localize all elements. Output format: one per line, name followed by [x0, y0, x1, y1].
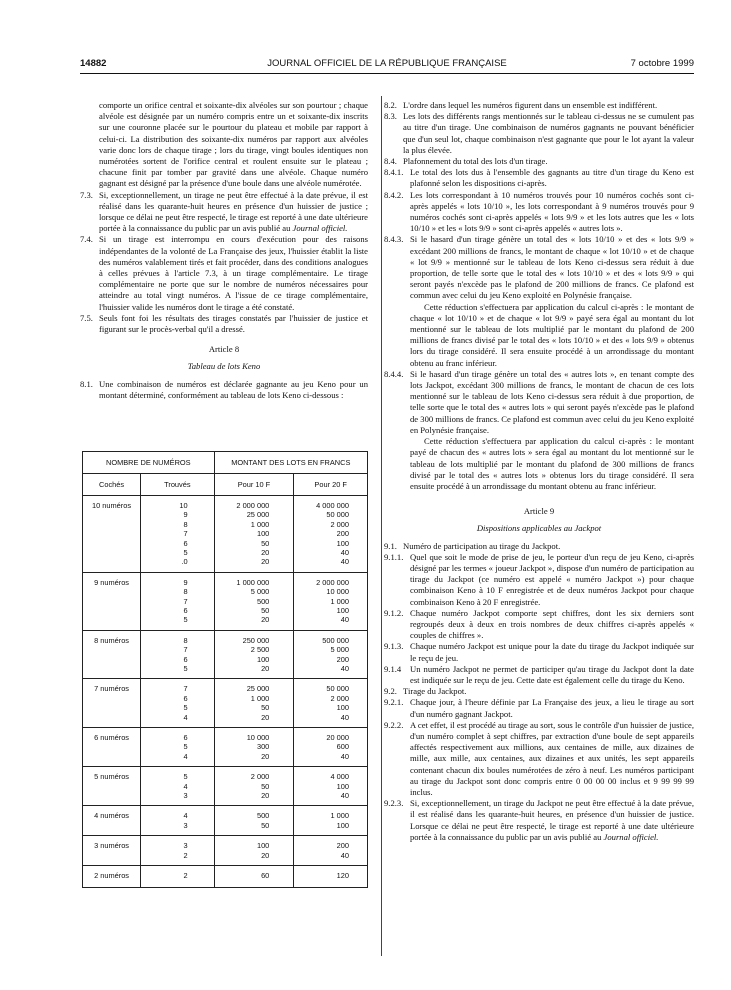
amount-20f: 5 000	[330, 645, 349, 655]
checked-count: 2 numéros	[83, 865, 141, 887]
paragraph-number: 7.3.	[80, 189, 93, 200]
paragraph-number: 9.2.2.	[384, 719, 404, 730]
paragraph-number: 8.1.	[80, 378, 93, 389]
amount-20f: 100	[336, 605, 349, 615]
amount-20f: 200	[336, 529, 349, 539]
found-count: 5	[183, 703, 188, 713]
amount-10f: 500	[256, 811, 270, 821]
amount-10f: 20	[261, 850, 270, 860]
article-8-heading: Article 8	[208, 344, 240, 355]
prize-row	[83, 630, 368, 679]
amount-10f: 300	[256, 742, 270, 752]
amount-10f: 100	[256, 529, 270, 539]
page-header	[80, 58, 694, 72]
found-count: 8	[183, 587, 188, 597]
header-for-10f: Pour 10 F	[214, 474, 294, 496]
amount-10f: 50	[261, 605, 270, 615]
amount-20f: 2 000	[330, 519, 349, 529]
paragraph-number: 8.4.4.	[384, 368, 404, 379]
header-rule	[80, 73, 694, 74]
amount-10f: 20	[261, 615, 270, 625]
amount-10f: 20	[261, 712, 270, 722]
amount-10f: 60	[261, 870, 270, 880]
amount-10f-cell	[214, 572, 294, 630]
amount-20f-cell	[294, 679, 368, 728]
paragraph-9-2-1: 9.2.1. Chaque jour, à l'heure définie par La Française des jeux, a lieu le tirage au sort d'un numéro gagnant Jackpot.	[384, 697, 694, 719]
amount-10f-cell	[214, 727, 294, 766]
article-9-heading: Article 9	[523, 506, 555, 517]
prize-row	[83, 767, 368, 806]
found-count: 3	[183, 790, 188, 800]
amount-20f: 40	[340, 790, 349, 800]
paragraph-number: 9.2.3.	[384, 798, 404, 809]
found-count: 8	[183, 519, 188, 529]
amount-10f: 5 000	[250, 587, 270, 597]
amount-20f: 40	[340, 712, 349, 722]
amount-10f: 500	[256, 596, 270, 606]
paragraph-7-3: 7.3. Si, exceptionnellement, un tirage ne peut être effectué à la date prévue, il est réalisé dans les quarante-huit heures en présence d'un huissier de justice ; lorsque ce délai ne peut être respecté, le tirage est reporté à une date ultérieure portée à la connaissance du public par un avis publié au Journal officiel.	[80, 189, 368, 234]
paragraph-8-4-1: 8.4.1. Le total des lots dus à l'ensemble des gagnants au titre d'un tirage du Keno est plafonné selon les dispositions ci-après.	[384, 167, 694, 189]
found-count: 4	[183, 811, 188, 821]
paragraph-8-3: 8.3. Les lots des différents rangs mentionnés sur le tableau ci-dessus ne se cumulent pas au titre d'un tirage. Une combinaison de numéros gagnants ne pouvant bénéficier que d'un seul lot, chaque combinaison n'est gagnante que pour le lot ayant la valeur la plus élevée.	[384, 111, 694, 155]
header-for-20f: Pour 20 F	[294, 474, 368, 496]
found-count: 5	[183, 742, 188, 752]
amount-10f: 20	[261, 663, 270, 673]
amount-20f: 1 000	[330, 596, 349, 606]
prize-row	[83, 836, 368, 866]
amount-10f: 2 000	[250, 772, 270, 782]
amount-20f: 10 000	[326, 587, 349, 597]
amount-20f: 200	[336, 841, 349, 851]
amount-20f-cell	[294, 496, 368, 573]
header-checked: Cochés	[83, 474, 141, 496]
paragraph-9-1-4: 9.1.4 Un numéro Jackpot ne permet de participer qu'au tirage du Jackpot dont la date est indiquée sur le reçu de jeu. Cette date est également celle du tirage du Keno.	[384, 663, 694, 685]
found-count-cell	[141, 679, 215, 728]
paragraph-number: 8.4.2.	[384, 189, 404, 200]
found-count: 7	[183, 596, 188, 606]
found-count: 2	[183, 850, 188, 860]
amount-20f: 40	[340, 557, 349, 567]
paragraph-8-2: 8.2. L'ordre dans lequel les numéros figurent dans un ensemble est indifférent.	[384, 100, 658, 110]
article-8-title: Tableau de lots Keno	[187, 361, 261, 372]
amount-10f: 100	[256, 654, 270, 664]
found-count-cell	[141, 496, 215, 573]
amount-20f-cell	[294, 572, 368, 630]
found-count: 6	[183, 538, 188, 548]
prize-row	[83, 496, 368, 573]
amount-20f-cell	[294, 767, 368, 806]
amount-20f: 40	[340, 615, 349, 625]
found-count: 6	[183, 654, 188, 664]
amount-10f: 2 500	[250, 645, 270, 655]
prize-row	[83, 806, 368, 836]
amount-10f: 20	[261, 790, 270, 800]
paragraph-8-4-4-calc: Cette réduction s'effectuera par application du calcul ci-après : le montant payé de chacun des « autres lots » sera égal au montant du lot mentionné sur le tableau de lots multiplié par le montant du plafond de 300 millions de francs divisé par le total des « autres lots » obtenus lors du tirage considéré. Il sera ensuite procédé à un arrondissage du montant obtenu au franc inférieur.	[410, 436, 694, 491]
checked-count: 10 numéros	[83, 496, 141, 573]
amount-20f: 100	[336, 820, 349, 830]
amount-10f: 20	[261, 557, 270, 567]
found-count-cell	[141, 727, 215, 766]
amount-10f: 50	[261, 538, 270, 548]
left-column	[80, 100, 368, 401]
amount-20f: 40	[340, 663, 349, 673]
paragraph-number: 9.1.4	[384, 663, 402, 674]
amount-20f: 100	[336, 538, 349, 548]
amount-20f: 120	[336, 870, 349, 880]
paragraph-8-4: 8.4. Plafonnement du total des lots d'un tirage.	[384, 156, 548, 167]
found-count: 5	[183, 772, 188, 782]
amount-20f: 100	[336, 781, 349, 791]
paragraph-number: 8.3.	[384, 111, 397, 122]
amount-10f: 50	[261, 781, 270, 791]
paragraph-9-1: 9.1. Numéro de participation au tirage du Jackpot.	[384, 540, 561, 551]
found-count-cell	[141, 767, 215, 806]
amount-10f-cell	[214, 496, 294, 573]
amount-10f-cell	[214, 836, 294, 866]
found-count: 2	[183, 870, 188, 880]
amount-20f: 500 000	[322, 635, 349, 645]
amount-10f: 25 000	[246, 684, 270, 694]
paragraph-number: 9.1.3.	[384, 641, 404, 652]
paragraph-9-2-2: 9.2.2. A cet effet, il est procédé au tirage au sort, sous le contrôle d'un huissier de justice, d'un numéro complet à sept chiffres, par extraction d'une boule de sept appareils affectés respectivement aux millions, aux centaines de mille, aux dizaines de mille, aux mille, aux centaines, aux dizaines et aux unités, les sept appareils contenant chacun dix boules numérotées de zéro à neuf. Les numéros participant au tirage du Jackpot sont donc compris entre 0 00 00 00 inclus et 9 99 99 99 inclus.	[384, 719, 694, 797]
checked-count: 8 numéros	[83, 630, 141, 679]
checked-count: 7 numéros	[83, 679, 141, 728]
prize-row	[83, 572, 368, 630]
found-count-cell	[141, 572, 215, 630]
amount-10f: 25 000	[246, 510, 270, 520]
checked-count: 6 numéros	[83, 727, 141, 766]
paragraph-9-2: 9.2. Tirage du Jackpot.	[384, 686, 467, 697]
amount-20f: 200	[336, 654, 349, 664]
found-count: 5	[183, 663, 188, 673]
amount-10f: 10 000	[246, 732, 270, 742]
amount-20f: 1 000	[330, 811, 349, 821]
amount-20f: 100	[336, 703, 349, 713]
amount-10f: 50	[261, 703, 270, 713]
found-count: 5	[183, 615, 188, 625]
paragraph-9-1-1: 9.1.1. Quel que soit le mode de prise de jeu, le porteur d'un reçu de jeu Keno, ci-après désigné par les termes « joueur Jackpot », dispose d'un numéro de participation au tirage du Jackpot (ce numéro est appelé « numéro Jackpot ») pour chaque combinaison Keno à 10 F enregistrée et de deux numéros Jackpot pour chaque combinaison Keno à 20 F enregistrée.	[384, 551, 694, 607]
paragraph-7-4: 7.4. Si un tirage est interrompu en cours d'exécution pour des raisons indépendantes de la volonté de La Française des jeux, l'huissier établit la liste des numéros valablement tirés et fait procéder, dans des conditions analogues à celles prévues à l'article 7.3, à un tirage complémentaire. Le tirage complémentaire ne porte que sur le nombre de numéros nécessaires pour atteindre au total vingt numéros. A l'issue de ce tirage complémentaire, l'huissier valide les numéros dont le tirage a été constaté.	[80, 234, 368, 312]
keno-prize-table	[82, 451, 368, 888]
paragraph-number: 9.1.1.	[384, 551, 404, 562]
paragraph-8-4-3: 8.4.3. Si le hasard d'un tirage génère un total des « lots 10/10 » et des « lots 9/9 » excédant 200 millions de francs, le montant de chaque « lot 10/10 » et de chaque « lot 9/9 » mentionné sur le tableau de lots Keno ci-dessus sera réduit à due proportion, de telle sorte que le total des « lots 10/10 » et des « lots 9/9 » qui seront payés n'excède pas le plafond de 200 millions de francs. Ce plafond est commun avec celui du jeu Keno exploité en Polynésie française.	[384, 234, 694, 301]
found-count: 4	[183, 781, 188, 791]
amount-10f: 1 000	[250, 519, 270, 529]
prize-row	[83, 727, 368, 766]
amount-20f: 600	[336, 742, 349, 752]
amount-10f: 20	[261, 751, 270, 761]
header-prize-amounts: MONTANT DES LOTS EN FRANCS	[214, 452, 367, 474]
found-count: 7	[183, 684, 188, 694]
amount-20f: 40	[340, 850, 349, 860]
amount-10f: 1 000 000	[236, 577, 270, 587]
checked-count: 5 numéros	[83, 767, 141, 806]
found-count: .0	[181, 557, 188, 567]
amount-20f-cell	[294, 865, 368, 887]
amount-20f: 40	[340, 547, 349, 557]
paragraph-number: 9.2.	[384, 686, 397, 697]
amount-20f: 4 000 000	[316, 501, 349, 510]
found-count: 8	[183, 635, 188, 645]
paragraph-9-2-3: 9.2.3. Si, exceptionnellement, un tirage du Jackpot ne peut être effectué à la date prévue, il est réalisé dans les quarante-huit heures, en présence d'un huissier de justice. Lorsque ce délai ne peut être respecté, le tirage est reporté à une date ultérieure portée à la connaissance du public par un avis publié au Journal officiel.	[384, 798, 694, 842]
amount-20f: 50 000	[326, 510, 349, 520]
paragraph-8-4-3-calc: Cette réduction s'effectuera par application du calcul ci-après : le montant de chaque « lot 10/10 » et de chaque « lot 9/9 » payé sera égal au montant du lot mentionné sur le tableau de lots multiplié par le montant du plafond de 200 millions de francs divisé par le total des « lots 10/10 » et des « lots 9/9 » obtenus lors du tirage considéré. Il sera ensuite procédé à un arrondissage du montant obtenu au franc inférieur.	[410, 301, 694, 368]
article-9-title: Dispositions applicables au Jackpot	[476, 523, 602, 534]
found-count: 3	[183, 841, 188, 851]
paragraph-9-1-2: 9.1.2. Chaque numéro Jackpot comporte sept chiffres, dont les six derniers sont regroupés deux à deux en trois nombres de deux chiffres ci-après appelés « couples de chiffres ».	[384, 607, 694, 641]
amount-10f-cell	[214, 865, 294, 887]
amount-10f: 250 000	[242, 635, 270, 645]
paragraph-number: 7.4.	[80, 234, 93, 245]
amount-10f-cell	[214, 767, 294, 806]
paragraph-number: 9.2.1.	[384, 697, 404, 708]
amount-20f-cell	[294, 806, 368, 836]
paragraph-number: 8.4.3.	[384, 234, 404, 245]
amount-20f: 4 000	[330, 772, 349, 782]
journal-officiel-ref: Journal officiel.	[292, 223, 348, 234]
prize-row	[83, 679, 368, 728]
paragraph-7-2-continued: comporte un orifice central et soixante-dix alvéoles sur son pourtour ; chaque alvéole est désignée par un numéro compris entre un et soixante-dix inscrits sur une couronne placée sur le pourtour du plateau et mobile par rapport à celui-ci. La distribution des soixante-dix numéros par rapport aux alvéoles varie donc lors de chaque tirage ; lors du tirage, vingt boules identiques non numérotées sortent de l'orifice central et roulent ensuite sur le plateau ; chacune finit par tomber par gravité dans une alvéole. Chaque numéro gagnant est désigné par la présence d'une boule dans une alvéole numérotée.	[99, 100, 368, 189]
issue-date: 7 octobre 1999	[630, 58, 694, 69]
amount-10f: 2 000 000	[236, 501, 270, 510]
found-count: 7	[183, 529, 188, 539]
found-count-cell	[141, 836, 215, 866]
checked-count: 9 numéros	[83, 572, 141, 630]
amount-10f-cell	[214, 630, 294, 679]
amount-10f: 100	[256, 841, 270, 851]
found-count: 4	[183, 751, 188, 761]
journal-officiel-ref: Journal officiel.	[603, 831, 659, 842]
found-count: 3	[183, 820, 188, 830]
paragraph-7-5: 7.5. Seuls font foi les résultats des tirages constatés par l'huissier de justice et figurant sur le procès-verbal qu'il a dressé.	[80, 312, 368, 335]
paragraph-8-4-4: 8.4.4. Si le hasard d'un tirage génère un total des « autres lots », en tenant compte des lots Jackpot, excédant 300 millions de francs, le montant de chacun de ces lots mentionné sur le tableau de lots Keno ci-dessus sera réduit à due proportion, de telle sorte que le total des « autres lots » qui seront payés n'excède pas le plafond de 300 millions de francs. Ce plafond est commun avec celui du jeu Keno exploité en Polynésie française.	[384, 368, 694, 435]
paragraph-number: 7.5.	[80, 312, 93, 323]
paragraph-8-4-2: 8.4.2. Les lots correspondant à 10 numéros trouvés pour 10 numéros cochés sont ci-après appelés « lots 10/10 », les lots correspondant à 9 numéros trouvés pour 9 numéros cochés sont ci-après appelés « lots 9/9 » et les lots autres que les « lots 10/10 » et les « lots 9/9 » sont ci-après appelés « autres lots ».	[384, 189, 694, 234]
found-count: 7	[183, 645, 188, 655]
found-count: 6	[183, 693, 188, 703]
journal-title: JOURNAL OFFICIEL DE LA RÉPUBLIQUE FRANÇAISE	[267, 58, 507, 69]
amount-20f: 50 000	[326, 684, 349, 694]
amount-10f: 1 000	[250, 693, 270, 703]
amount-20f-cell	[294, 727, 368, 766]
amount-20f: 2 000 000	[316, 577, 349, 587]
paragraph-number: 8.4.	[384, 156, 397, 167]
page-number: 14882	[80, 58, 107, 69]
header-number-of-numbers: NOMBRE DE NUMÉROS	[83, 452, 215, 474]
paragraph-number: 8.4.1.	[384, 167, 404, 178]
amount-20f: 40	[340, 751, 349, 761]
paragraph-9-1-3: 9.1.3. Chaque numéro Jackpot est unique pour la date du tirage du Jackpot indiquée sur le reçu de jeu.	[384, 641, 694, 663]
found-count: 9	[183, 577, 188, 587]
checked-count: 4 numéros	[83, 806, 141, 836]
amount-10f: 50	[261, 820, 270, 830]
column-divider	[381, 96, 382, 956]
header-found: Trouvés	[141, 474, 215, 496]
found-count: 10	[179, 501, 188, 510]
found-count: 5	[183, 547, 188, 557]
found-count: 6	[183, 605, 188, 615]
found-count-cell	[141, 865, 215, 887]
amount-10f-cell	[214, 679, 294, 728]
amount-20f: 20 000	[326, 732, 349, 742]
paragraph-number: 9.1.	[384, 540, 397, 551]
found-count: 9	[183, 510, 188, 520]
found-count: 4	[183, 712, 188, 722]
checked-count: 3 numéros	[83, 836, 141, 866]
found-count-cell	[141, 806, 215, 836]
paragraph-number: 8.2.	[384, 100, 397, 110]
paragraph-8-1: 8.1. Une combinaison de numéros est déclarée gagnante au jeu Keno pour un montant déterminé, conformément au tableau de lots Keno ci-dessous :	[80, 378, 368, 400]
paragraph-number: 9.1.2.	[384, 607, 404, 618]
prize-row	[83, 865, 368, 887]
amount-20f: 2 000	[330, 693, 349, 703]
found-count-cell	[141, 630, 215, 679]
found-count: 6	[183, 732, 188, 742]
amount-10f: 20	[261, 547, 270, 557]
right-column	[384, 100, 694, 843]
amount-20f-cell	[294, 836, 368, 866]
amount-20f-cell	[294, 630, 368, 679]
amount-10f-cell	[214, 806, 294, 836]
